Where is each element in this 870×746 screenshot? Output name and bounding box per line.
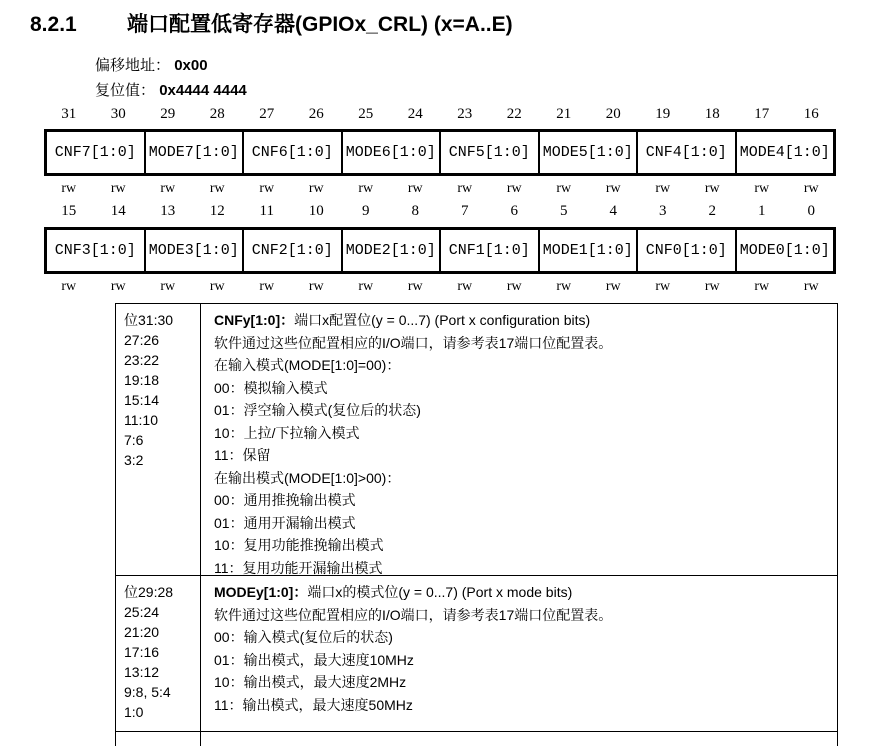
bit-number: 18 (704, 106, 720, 122)
access-type: rw (61, 279, 77, 294)
access-type: rw (308, 181, 324, 196)
section-title: 端口配置低寄存器(GPIOx_CRL) (x=A..E) (127, 13, 513, 36)
bit-number: 28 (209, 106, 225, 122)
description-line: 11：输出模式，最大速度50MHz (214, 696, 413, 713)
bit-number: 3 (659, 203, 667, 219)
register-field-cell: CNF2[1:0] (242, 230, 341, 271)
bit-range: 25:24 (124, 604, 160, 620)
bit-range: 15:14 (124, 392, 160, 408)
bit-number: 21 (556, 106, 572, 122)
bit-number: 9 (362, 203, 370, 219)
description-line: 01：通用开漏输出模式 (214, 514, 356, 531)
description-line: 00：模拟输入模式 (214, 379, 328, 396)
description-line: 00：通用推挽输出模式 (214, 492, 356, 508)
bit-number: 5 (560, 203, 568, 219)
offset-address-label: 偏移地址： (95, 57, 171, 74)
field-title-line (214, 581, 833, 604)
bit-range: 19:18 (124, 372, 160, 388)
access-type: rw (704, 279, 720, 294)
bit-range-column (116, 304, 201, 575)
access-type: rw (803, 279, 819, 294)
bit-number: 24 (407, 106, 423, 122)
register-field-cell: MODE2[1:0] (341, 230, 440, 271)
bit-number: 31 (61, 106, 77, 122)
bit-range: 23:22 (124, 352, 160, 368)
register-fields-row-low (44, 227, 836, 274)
description-row-cnf (116, 304, 837, 576)
register-field-cell: MODE6[1:0] (341, 132, 440, 173)
section-number: 8.2.1 (30, 13, 77, 36)
bit-number: 8 (411, 203, 419, 219)
bit-number: 20 (605, 106, 621, 122)
description-line: 11：复用功能开漏输出模式 (214, 559, 383, 576)
access-type: rw (358, 279, 374, 294)
register-field-cell: MODE1[1:0] (538, 230, 637, 271)
access-type: rw (160, 181, 176, 196)
access-type: rw (209, 279, 225, 294)
table-continuation-divider (200, 732, 201, 746)
offset-address-value: 0x00 (174, 57, 208, 74)
register-field-cell: CNF7[1:0] (54, 144, 136, 161)
bit-range: 17:16 (124, 644, 160, 660)
reset-value-value: 0x4444 4444 (159, 82, 247, 99)
bit-range-column (116, 576, 201, 731)
table-continuation (115, 732, 838, 746)
description-line: 10：输出模式，最大速度2MHz (214, 674, 407, 690)
access-type: rw (61, 181, 77, 196)
access-type: rw (556, 279, 572, 294)
bit-number: 19 (655, 106, 671, 122)
bit-number: 16 (803, 106, 819, 122)
bit-range: 3:2 (124, 452, 144, 468)
access-type: rw (457, 181, 473, 196)
access-type: rw (655, 181, 671, 196)
bit-number: 29 (160, 106, 176, 122)
bit-number: 0 (807, 203, 815, 219)
register-fields-row-high (44, 129, 836, 176)
bit-range: 27:26 (124, 332, 160, 348)
access-type: rw (358, 181, 374, 196)
description-line: 00：输入模式(复位后的状态) (214, 629, 393, 645)
reset-value-label: 复位值： (95, 82, 156, 99)
bit-number: 14 (110, 203, 126, 219)
access-type: rw (605, 279, 621, 294)
register-field-cell: CNF3[1:0] (54, 242, 136, 259)
bit-number: 1 (758, 203, 766, 219)
bit-number: 23 (457, 106, 473, 122)
bit-number: 7 (461, 203, 469, 219)
bit-range: 1:0 (124, 704, 144, 720)
field-description-column (201, 304, 837, 575)
bit-range: 11:10 (124, 412, 158, 428)
bit-number: 6 (510, 203, 518, 219)
bit-number: 10 (308, 203, 324, 219)
register-field-cell: MODE5[1:0] (538, 132, 637, 173)
access-type: rw (605, 181, 621, 196)
bit-number: 2 (708, 203, 716, 219)
register-field-cell: CNF6[1:0] (242, 132, 341, 173)
register-field-cell: CNF1[1:0] (439, 230, 538, 271)
field-title-line (214, 309, 833, 332)
description-line: 11：保留 (214, 447, 271, 463)
access-type: rw (556, 181, 572, 196)
access-type: rw (259, 279, 275, 294)
description-line: 软件通过这些位配置相应的I/O端口，请参考表17端口位配置表。 (214, 334, 613, 351)
description-line: 01：输出模式，最大速度10MHz (214, 651, 414, 668)
access-type: rw (803, 181, 819, 196)
access-type: rw (259, 181, 275, 196)
access-type: rw (457, 279, 473, 294)
register-field-cell: CNF0[1:0] (636, 230, 735, 271)
description-line: 10：复用功能推挽输出模式 (214, 537, 384, 553)
field-description-column (201, 576, 837, 731)
offset-address-line (95, 54, 208, 75)
register-field-cell: CNF4[1:0] (636, 132, 735, 173)
bit-number: 11 (259, 203, 274, 219)
access-type: rw (209, 181, 225, 196)
access-type: rw (506, 279, 522, 294)
access-type: rw (160, 279, 176, 294)
bit-number: 17 (754, 106, 770, 122)
access-type: rw (407, 181, 423, 196)
description-line: 在输入模式(MODE[1:0]=00)： (214, 357, 401, 373)
bit-description-table (115, 303, 838, 732)
register-field-cell: MODE4[1:0] (735, 132, 834, 173)
bit-number: 26 (308, 106, 324, 122)
description-line: 01：浮空输入模式(复位后的状态) (214, 402, 421, 418)
access-row-high (44, 181, 836, 197)
bit-number: 27 (259, 106, 275, 122)
register-field-cell: MODE7[1:0] (144, 132, 243, 173)
access-type: rw (655, 279, 671, 294)
field-desc: 端口x的模式位(y = 0...7) (Port x mode bits) (307, 584, 573, 600)
access-type: rw (110, 279, 126, 294)
access-type: rw (754, 279, 770, 294)
register-field-cell: CNF5[1:0] (439, 132, 538, 173)
access-type: rw (754, 181, 770, 196)
description-line: 软件通过这些位配置相应的I/O端口，请参考表17端口位配置表。 (214, 606, 613, 623)
bit-range: 位29:28 (124, 584, 174, 600)
bit-number: 12 (209, 203, 225, 219)
bit-range: 7:6 (124, 432, 144, 448)
reset-value-line (95, 79, 247, 100)
bit-number: 4 (609, 203, 617, 219)
bit-range: 13:12 (124, 664, 160, 680)
register-field-cell: MODE3[1:0] (144, 230, 243, 271)
bit-number: 15 (61, 203, 77, 219)
access-type: rw (506, 181, 522, 196)
bit-range: 位31:30 (124, 312, 174, 328)
description-row-mode (116, 576, 837, 731)
description-line: 10：上拉/下拉输入模式 (214, 424, 360, 441)
field-name: CNFy[1:0]： (214, 312, 295, 328)
bit-number: 13 (160, 203, 176, 219)
description-line: 在输出模式(MODE[1:0]>00)： (214, 469, 401, 486)
field-desc: 端口x配置位(y = 0...7) (Port x configuration bits) (294, 312, 591, 328)
field-name: MODEy[1:0]： (214, 584, 308, 600)
bit-numbers-row-high (44, 106, 836, 123)
access-type: rw (110, 181, 126, 196)
register-field-cell: MODE0[1:0] (735, 230, 834, 271)
bit-number: 22 (506, 106, 522, 122)
bit-numbers-row-low (44, 203, 836, 220)
bit-number: 25 (358, 106, 374, 122)
access-row-low (44, 279, 836, 295)
bit-range: 9:8, 5:4 (124, 684, 171, 700)
bit-number: 30 (110, 106, 126, 122)
section-heading (30, 8, 513, 38)
access-type: rw (407, 279, 423, 294)
bit-range: 21:20 (124, 624, 160, 640)
access-type: rw (704, 181, 720, 196)
access-type: rw (308, 279, 324, 294)
